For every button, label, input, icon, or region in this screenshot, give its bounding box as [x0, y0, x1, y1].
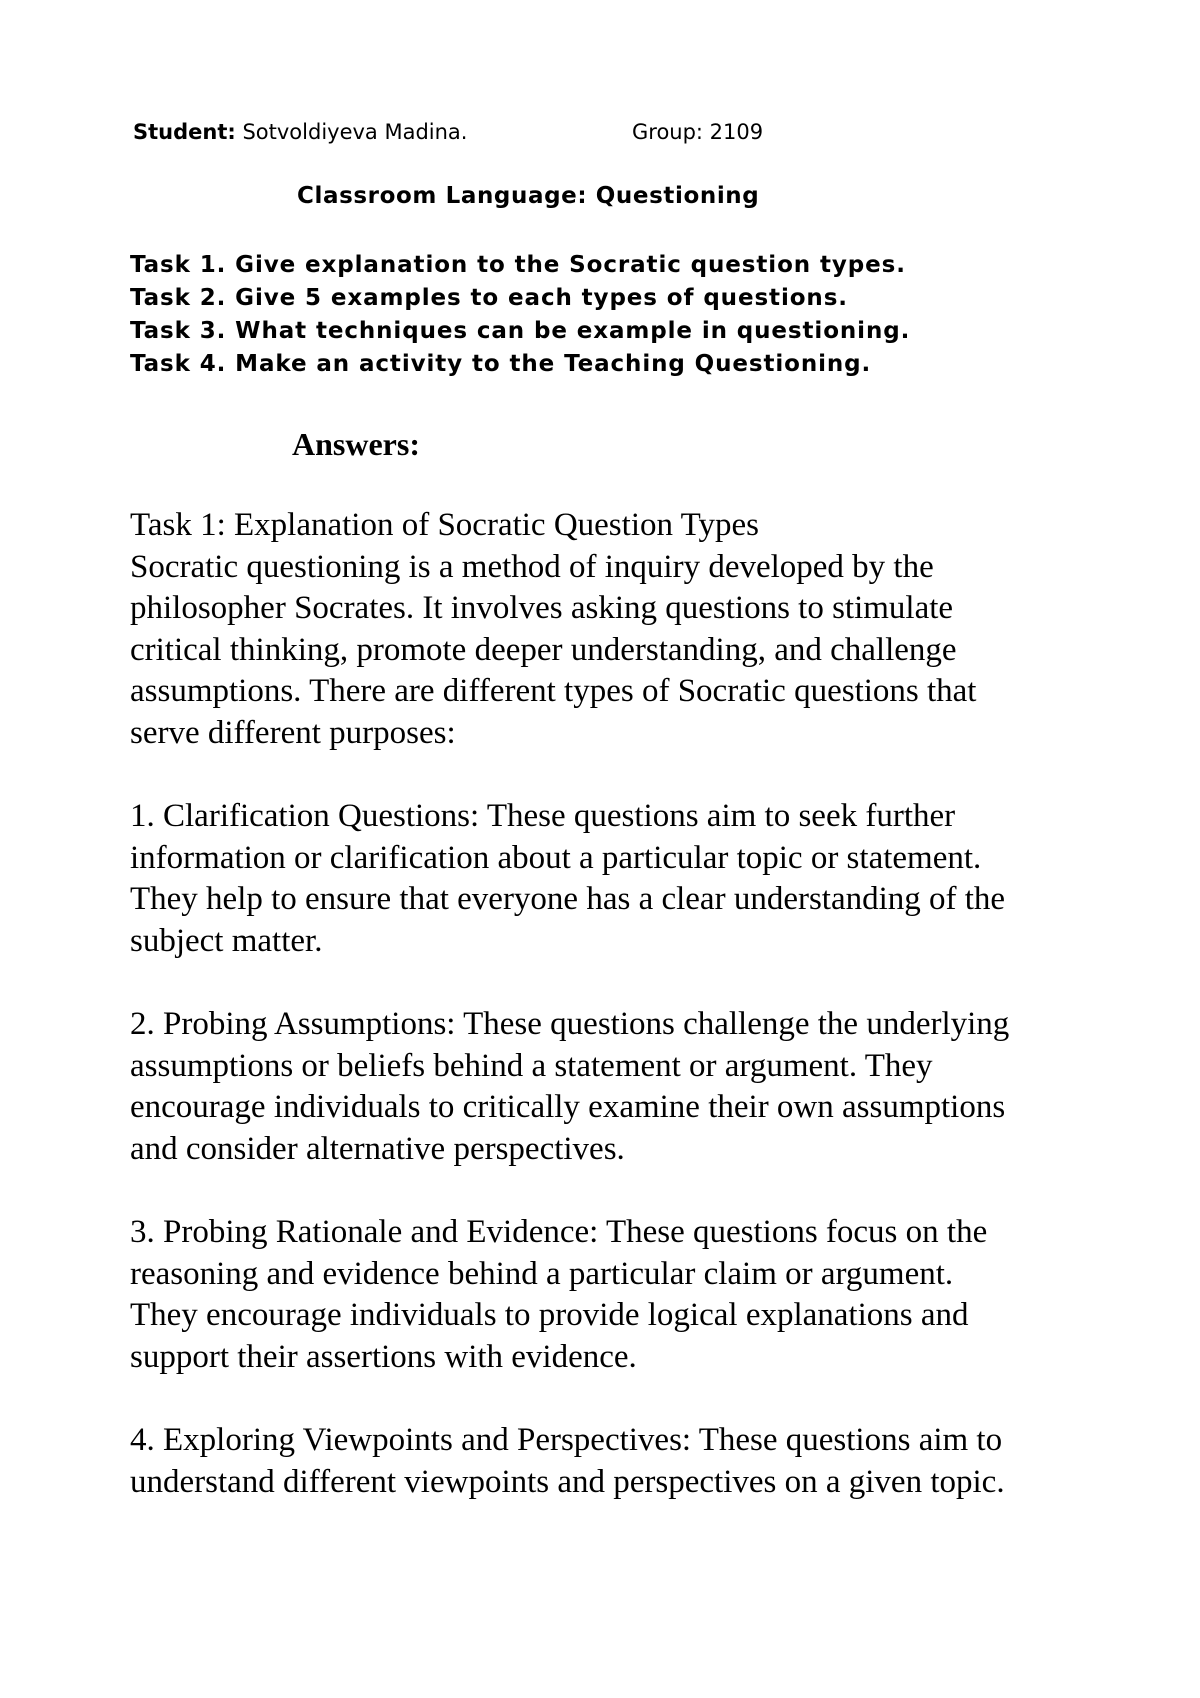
paragraph-line: assumptions or beliefs behind a statement or argument. They	[130, 1047, 933, 1084]
task-item: Task 1. Give explanation to the Socratic question types.	[130, 252, 906, 278]
paragraph-line: critical thinking, promote deeper understanding, and challenge	[130, 631, 957, 668]
paragraph-gap	[130, 1171, 1110, 1213]
paragraph-gap	[130, 1378, 1110, 1420]
task-item: Task 2. Give 5 examples to each types of questions.	[130, 285, 848, 311]
paragraph-line: 4. Exploring Viewpoints and Perspectives: These questions aim to	[130, 1422, 1003, 1459]
paragraph-line: serve different purposes:	[130, 714, 456, 751]
paragraph-line: assumptions. There are different types of Socratic questions that	[130, 673, 977, 710]
paragraph-gap	[130, 963, 1110, 1005]
answer-body	[130, 505, 1110, 1503]
student-label: Student:	[133, 120, 236, 144]
student-line	[133, 120, 467, 144]
paragraph-line: encourage individuals to critically examine their own assumptions	[130, 1089, 1006, 1126]
paragraph-line: support their assertions with evidence.	[130, 1338, 637, 1375]
group-number: Group: 2109	[632, 120, 764, 144]
task-list	[130, 249, 910, 381]
paragraph-line: reasoning and evidence behind a particular claim or argument.	[130, 1255, 954, 1292]
paragraph-line: philosopher Socrates. It involves asking questions to stimulate	[130, 590, 954, 627]
paragraph-line: 2. Probing Assumptions: These questions challenge the underlying	[130, 1006, 1010, 1043]
paragraph-line: 3. Probing Rationale and Evidence: These questions focus on the	[130, 1214, 988, 1251]
paragraph-line: 1. Clarification Questions: These questions aim to seek further	[130, 798, 956, 835]
paragraph-line: and consider alternative perspectives.	[130, 1130, 625, 1167]
paragraph-line: understand different viewpoints and perspectives on a given topic.	[130, 1463, 1005, 1500]
student-name: Sotvoldiyeva Madina.	[242, 120, 468, 144]
task-item: Task 4. Make an activity to the Teaching Questioning.	[130, 351, 872, 377]
paragraph-gap	[130, 755, 1110, 797]
paragraph-line: They encourage individuals to provide logical explanations and	[130, 1297, 969, 1334]
answers-heading: Answers:	[292, 426, 420, 462]
section-heading: Task 1: Explanation of Socratic Question Types	[130, 507, 759, 543]
paragraph-line: Socratic questioning is a method of inquiry developed by the	[130, 548, 934, 585]
task-item: Task 3. What techniques can be example in questioning.	[130, 318, 911, 344]
document-title: Classroom Language: Questioning	[297, 183, 760, 209]
paragraph-line: information or clarification about a particular topic or statement.	[130, 839, 982, 876]
paragraph-line: subject matter.	[130, 922, 323, 959]
paragraph-line: They help to ensure that everyone has a clear understanding of the	[130, 881, 1006, 918]
